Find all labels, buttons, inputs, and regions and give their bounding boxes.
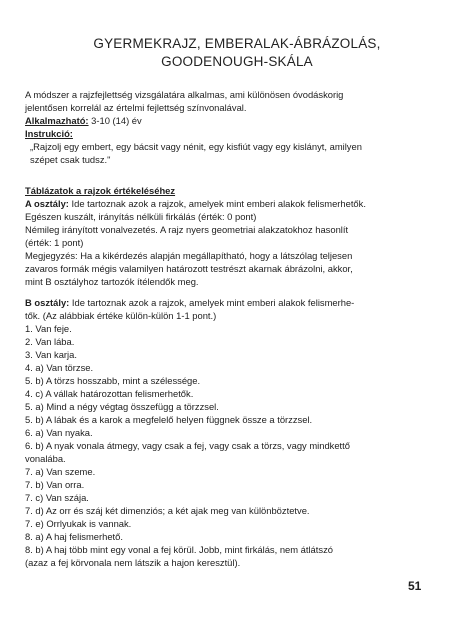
class-a-note-line-3: mint B osztályhoz tartozók ítélendők meg.: [25, 276, 199, 287]
class-a-note-line-1: [25, 249, 455, 262]
age-value: 3-10 (14) év: [88, 115, 142, 126]
list-item: 8. a) A haj felismerhető.: [25, 531, 123, 542]
list-item: 7. c) Van szája.: [25, 492, 89, 503]
list-item: 7. a) Van szeme.: [25, 466, 96, 477]
class-a-text: Ide tartoznak azok a rajzok, amelyek mint emberi alakok felismerhetők.: [68, 198, 366, 209]
class-b-label: B osztály:: [25, 297, 70, 308]
list-item: 1. Van feje.: [25, 323, 72, 334]
instruction-heading: [25, 127, 455, 140]
class-a-label: A osztály:: [25, 198, 69, 209]
page-title-line-1: GYERMEKRAJZ, EMBERALAK-ÁBRÁZOLÁS,: [93, 36, 381, 51]
instruction-quote-line-2: szépet csak tudsz.": [30, 154, 111, 165]
list-item: 4. a) Van törzse.: [25, 362, 94, 373]
list-item: vonalába.: [25, 453, 66, 464]
section-heading: Táblázatok a rajzok értékeléséhez: [25, 185, 176, 196]
list-item: (azaz a fej körvonala nem látszik a hajon keresztül).: [25, 557, 241, 568]
intro-line-2: jelentősen korrelál az értelmi fejlettség színvonalával.: [25, 102, 247, 113]
instruction-quote-line-1: „Rajzolj egy embert, egy bácsit vagy nénit, egy kisfiút vagy egy kislányt, amilyen: [30, 141, 362, 152]
list-item: 6. a) Van nyaka.: [25, 427, 93, 438]
class-a-line-1: [25, 197, 455, 210]
list-item: 7. d) Az orr és száj két dimenziós; a két ajak meg van különböztetve.: [25, 505, 310, 516]
list-item: 8. b) A haj több mint egy vonal a fej körül. Jobb, mint firkálás, nem átlátszó: [25, 544, 333, 555]
list-item: 4. c) A vállak határozottan felismerhetők.: [25, 388, 194, 399]
page-title-line-2: GOODENOUGH-SKÁLA: [161, 54, 313, 69]
age-label: Alkalmazható:: [25, 115, 89, 126]
class-a-line-2: Egészen kuszált, irányítás nélküli firkálás (érték: 0 pont): [25, 211, 257, 222]
note-label: Megjegyzés:: [25, 250, 78, 261]
page-number: 51: [408, 579, 422, 593]
class-a-line-4: (érték: 1 pont): [25, 237, 84, 248]
list-item: 5. a) Mind a négy végtag összefügg a törzzsel.: [25, 401, 219, 412]
list-item: 5. b) A lábak és a karok a megfelelő helyen függnek össze a törzzsel.: [25, 414, 313, 425]
class-b-text: Ide tartoznak azok a rajzok, amelyek mint emberi alakok felismerhe-: [69, 297, 355, 308]
list-item: 7. e) Orrlyukak is vannak.: [25, 518, 132, 529]
list-item: 5. b) A törzs hosszabb, mint a szélessége.: [25, 375, 201, 386]
class-a-line-3: Némileg irányított vonalvezetés. A rajz nyers geometriai alakzatokhoz hasonlít: [25, 224, 349, 235]
list-item: 2. Van lába.: [25, 336, 75, 347]
class-a-note-line-2: zavaros formák mégis valamilyen határozott testrészt akarnak ábrázolni, akkor,: [25, 263, 353, 274]
class-b-line-1: [25, 296, 455, 309]
list-item: 7. b) Van orra.: [25, 479, 85, 490]
evaluation-tables-section: [25, 184, 455, 288]
class-b-section: [25, 296, 455, 569]
intro-line-1: A módszer a rajzfejlettség vizsgálatára alkalmas, ami különösen óvodáskorig: [25, 89, 344, 100]
list-item: 3. Van karja.: [25, 349, 77, 360]
age-range: [25, 114, 455, 127]
note-text: Ha a kikérdezés alapján megállapítható, hogy a látszólag teljesen: [77, 250, 353, 261]
class-b-line-2: tők. (Az alábbiak értéke külön-külön 1-1 pont.): [25, 310, 217, 321]
intro-section: [25, 88, 455, 166]
instruction-label: Instrukció:: [25, 128, 73, 139]
list-item: 6. b) A nyak vonala átmegy, vagy csak a fej, vagy csak a törzs, vagy mindkettő: [25, 440, 350, 451]
